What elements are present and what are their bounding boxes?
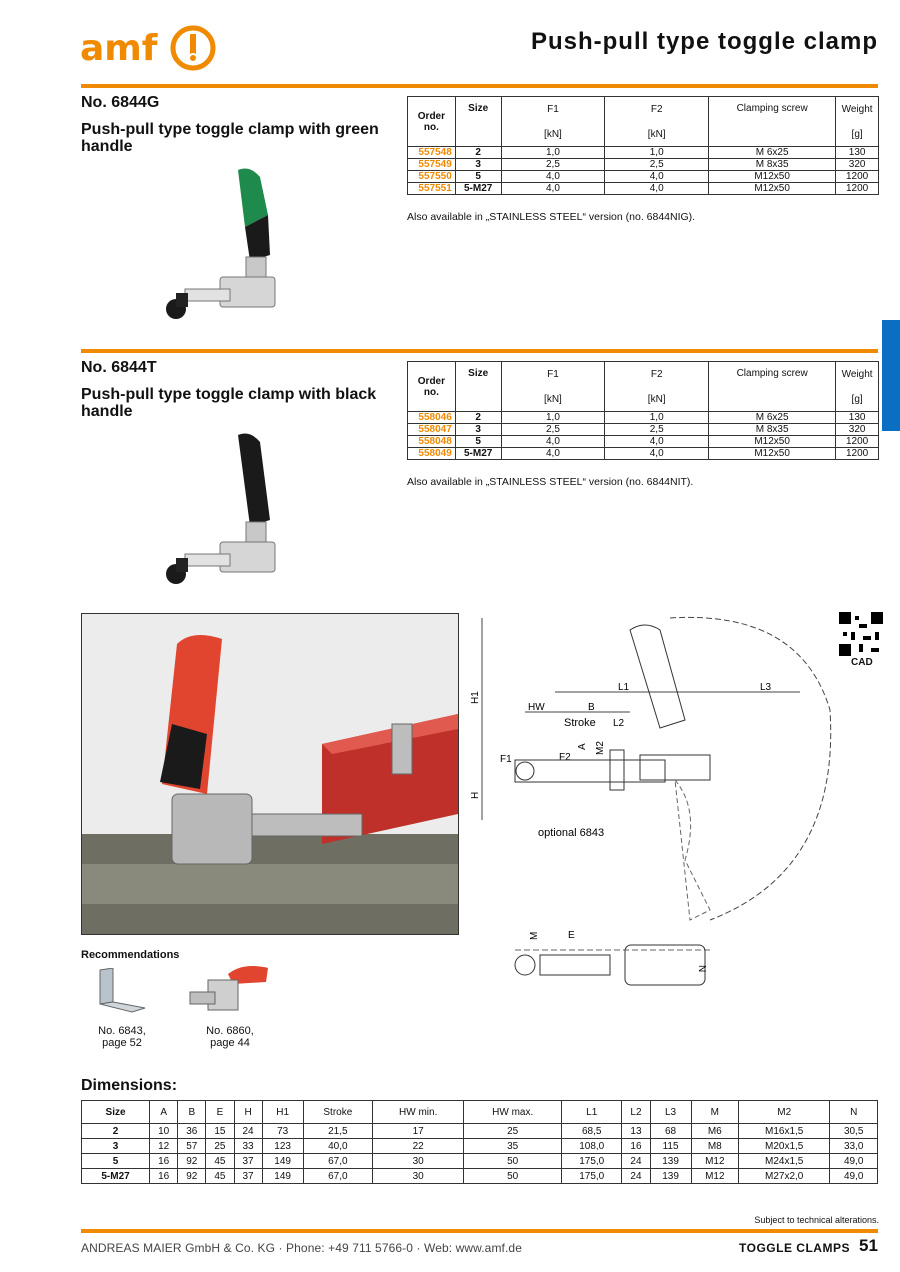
dimensions-table bbox=[81, 1100, 878, 1184]
svg-text:F2: F2 bbox=[559, 752, 571, 763]
table-cell: 50 bbox=[464, 1169, 562, 1184]
amf-logo bbox=[80, 24, 220, 74]
col-h: H bbox=[234, 1101, 262, 1124]
table-cell: 2 bbox=[82, 1124, 150, 1139]
table-row: 558046 2 1,0 1,0 M 6x25 130 bbox=[408, 412, 879, 424]
table-cell: 175,0 bbox=[562, 1169, 622, 1184]
table-row: 558049 5-M27 4,0 4,0 M12x50 1200 bbox=[408, 448, 879, 460]
col-a: A bbox=[150, 1101, 178, 1124]
table-cell: 12 bbox=[150, 1139, 178, 1154]
svg-text:optional 6843: optional 6843 bbox=[538, 827, 605, 839]
dimensions-title: Dimensions: bbox=[81, 1077, 178, 1094]
table-row bbox=[82, 1154, 878, 1169]
product1-note: Also available in „STAINLESS STEEL“ version (no. 6844NIG). bbox=[407, 211, 696, 223]
table-cell: 67,0 bbox=[303, 1154, 372, 1169]
col-weight: Weight [g] bbox=[836, 362, 879, 412]
col-screw: Clamping screw bbox=[709, 362, 836, 412]
table-cell: 16 bbox=[622, 1139, 650, 1154]
col-size: Size bbox=[455, 97, 501, 147]
col-f2: F2 [kN] bbox=[605, 362, 709, 412]
col-m2: M2 bbox=[739, 1101, 830, 1124]
table-cell: 35 bbox=[464, 1139, 562, 1154]
col-size: Size bbox=[82, 1101, 150, 1124]
footer-rule bbox=[81, 1229, 878, 1233]
table-cell: M16x1,5 bbox=[739, 1124, 830, 1139]
svg-text:HW: HW bbox=[528, 702, 545, 713]
table-cell: 73 bbox=[262, 1124, 303, 1139]
table-cell: M20x1,5 bbox=[739, 1139, 830, 1154]
table-cell: M6 bbox=[691, 1124, 738, 1139]
table-row: 557548 2 1,0 1,0 M 6x25 130 bbox=[408, 147, 879, 159]
product2-table bbox=[407, 361, 879, 460]
col-h1: H1 bbox=[262, 1101, 303, 1124]
table-row bbox=[82, 1139, 878, 1154]
table-cell: 40,0 bbox=[303, 1139, 372, 1154]
table-cell: 108,0 bbox=[562, 1139, 622, 1154]
table-row: 557550 5 4,0 4,0 M12x50 1200 bbox=[408, 171, 879, 183]
table-cell: 5-M27 bbox=[82, 1169, 150, 1184]
table-cell: 16 bbox=[150, 1169, 178, 1184]
table-cell: 123 bbox=[262, 1139, 303, 1154]
svg-text:A: A bbox=[577, 743, 588, 750]
section-rule bbox=[81, 349, 878, 353]
col-l1: L1 bbox=[562, 1101, 622, 1124]
col-f1: F1 [kN] bbox=[501, 362, 605, 412]
page-number: 51 bbox=[859, 1236, 878, 1255]
col-hw-min: HW min. bbox=[373, 1101, 464, 1124]
product2-number: No. 6844T bbox=[81, 359, 157, 376]
svg-text:M2: M2 bbox=[595, 741, 606, 755]
svg-text:N: N bbox=[696, 965, 707, 973]
col-l3: L3 bbox=[650, 1101, 691, 1124]
product2-description: Push-pull type toggle clamp with black handle bbox=[81, 386, 377, 420]
table-cell: 139 bbox=[650, 1169, 691, 1184]
table-cell: 36 bbox=[178, 1124, 206, 1139]
col-stroke: Stroke bbox=[303, 1101, 372, 1124]
table-cell: 10 bbox=[150, 1124, 178, 1139]
table-cell: M12 bbox=[691, 1154, 738, 1169]
table-cell: 149 bbox=[262, 1169, 303, 1184]
product1-number: No. 6844G bbox=[81, 94, 160, 111]
table-row: 558048 5 4,0 4,0 M12x50 1200 bbox=[408, 436, 879, 448]
table-cell: 37 bbox=[234, 1154, 262, 1169]
col-l2: L2 bbox=[622, 1101, 650, 1124]
col-f2: F2 [kN] bbox=[605, 97, 709, 147]
recommendation-6843-label[interactable]: No. 6843, page 52 bbox=[98, 1025, 146, 1049]
table-cell: 49,0 bbox=[830, 1169, 878, 1184]
table-cell: 3 bbox=[82, 1139, 150, 1154]
table-cell: 92 bbox=[178, 1169, 206, 1184]
footer-section: TOGGLE CLAMPS bbox=[739, 1241, 850, 1255]
table-cell: 17 bbox=[373, 1124, 464, 1139]
table-cell: 33 bbox=[234, 1139, 262, 1154]
recommendation-6860-label[interactable]: No. 6860, page 44 bbox=[206, 1025, 254, 1049]
table-cell: 175,0 bbox=[562, 1154, 622, 1169]
table-cell: 49,0 bbox=[830, 1154, 878, 1169]
table-cell: 50 bbox=[464, 1154, 562, 1169]
product1-description: Push-pull type toggle clamp with green handle bbox=[81, 121, 379, 155]
table-cell: 13 bbox=[622, 1124, 650, 1139]
svg-text:L2: L2 bbox=[613, 718, 625, 729]
table-row: 557551 5-M27 4,0 4,0 M12x50 1200 bbox=[408, 183, 879, 195]
table-cell: 16 bbox=[150, 1154, 178, 1169]
product1-table bbox=[407, 96, 879, 195]
table-cell: 149 bbox=[262, 1154, 303, 1169]
table-cell: 30 bbox=[373, 1169, 464, 1184]
col-b: B bbox=[178, 1101, 206, 1124]
table-cell: M27x2,0 bbox=[739, 1169, 830, 1184]
col-e: E bbox=[206, 1101, 234, 1124]
col-screw: Clamping screw bbox=[709, 97, 836, 147]
table-cell: 21,5 bbox=[303, 1124, 372, 1139]
table-cell: 24 bbox=[622, 1154, 650, 1169]
table-cell: 67,0 bbox=[303, 1169, 372, 1184]
recommendation-6843-image bbox=[95, 968, 150, 1016]
table-cell: 25 bbox=[206, 1139, 234, 1154]
table-cell: M12 bbox=[691, 1169, 738, 1184]
product2-note: Also available in „STAINLESS STEEL“ version (no. 6844NIT). bbox=[407, 476, 694, 488]
col-weight: Weight [g] bbox=[836, 97, 879, 147]
table-cell: 92 bbox=[178, 1154, 206, 1169]
svg-text:H: H bbox=[470, 791, 481, 799]
table-cell: 68 bbox=[650, 1124, 691, 1139]
footer-company: ANDREAS MAIER GmbH & Co. KG · Phone: +49 711 5766-0 · Web: www.amf.de bbox=[81, 1241, 522, 1255]
product1-photo bbox=[150, 165, 290, 330]
table-cell: 37 bbox=[234, 1169, 262, 1184]
table-cell: M24x1,5 bbox=[739, 1154, 830, 1169]
table-cell: 22 bbox=[373, 1139, 464, 1154]
table-cell: 45 bbox=[206, 1169, 234, 1184]
page-title: Push-pull type toggle clamp bbox=[530, 28, 878, 55]
table-row bbox=[82, 1124, 878, 1139]
table-cell: 68,5 bbox=[562, 1124, 622, 1139]
svg-text:H1: H1 bbox=[470, 691, 481, 704]
svg-text:F1: F1 bbox=[500, 754, 512, 765]
col-n: N bbox=[830, 1101, 878, 1124]
table-row bbox=[82, 1169, 878, 1184]
table-cell: 15 bbox=[206, 1124, 234, 1139]
table-cell: 45 bbox=[206, 1154, 234, 1169]
svg-text:B: B bbox=[588, 702, 595, 713]
table-cell: 24 bbox=[234, 1124, 262, 1139]
cad-qr-code[interactable] bbox=[839, 612, 883, 656]
svg-text:M: M bbox=[529, 931, 540, 940]
table-cell: 57 bbox=[178, 1139, 206, 1154]
alterations-note: Subject to technical alterations. bbox=[754, 1215, 879, 1225]
table-cell: M8 bbox=[691, 1139, 738, 1154]
table-cell: 115 bbox=[650, 1139, 691, 1154]
table-row: 558047 3 2,5 2,5 M 8x35 320 bbox=[408, 424, 879, 436]
recommendation-6860-image bbox=[188, 962, 273, 1017]
col-hw-max: HW max. bbox=[464, 1101, 562, 1124]
svg-text:amf: amf bbox=[80, 28, 158, 69]
table-cell: 139 bbox=[650, 1154, 691, 1169]
cad-label[interactable]: CAD bbox=[851, 657, 873, 668]
svg-text:L1: L1 bbox=[618, 682, 630, 693]
table-cell: 25 bbox=[464, 1124, 562, 1139]
product2-photo bbox=[150, 430, 290, 595]
section-tab bbox=[882, 320, 900, 431]
recommendations-title: Recommendations bbox=[81, 949, 180, 961]
table-row: 557549 3 2,5 2,5 M 8x35 320 bbox=[408, 159, 879, 171]
technical-drawing bbox=[470, 610, 840, 1000]
table-cell: 33,0 bbox=[830, 1139, 878, 1154]
application-photo bbox=[81, 613, 459, 935]
table-cell: 30 bbox=[373, 1154, 464, 1169]
table-cell: 24 bbox=[622, 1169, 650, 1184]
table-cell: 5 bbox=[82, 1154, 150, 1169]
col-f1: F1 [kN] bbox=[501, 97, 605, 147]
col-order: Order no. bbox=[408, 362, 456, 412]
col-m: M bbox=[691, 1101, 738, 1124]
col-order: Order no. bbox=[408, 97, 456, 147]
col-size: Size bbox=[455, 362, 501, 412]
header-rule bbox=[81, 84, 878, 88]
svg-text:E: E bbox=[568, 930, 575, 941]
table-cell: 30,5 bbox=[830, 1124, 878, 1139]
svg-text:L3: L3 bbox=[760, 682, 772, 693]
svg-text:Stroke: Stroke bbox=[564, 717, 596, 729]
